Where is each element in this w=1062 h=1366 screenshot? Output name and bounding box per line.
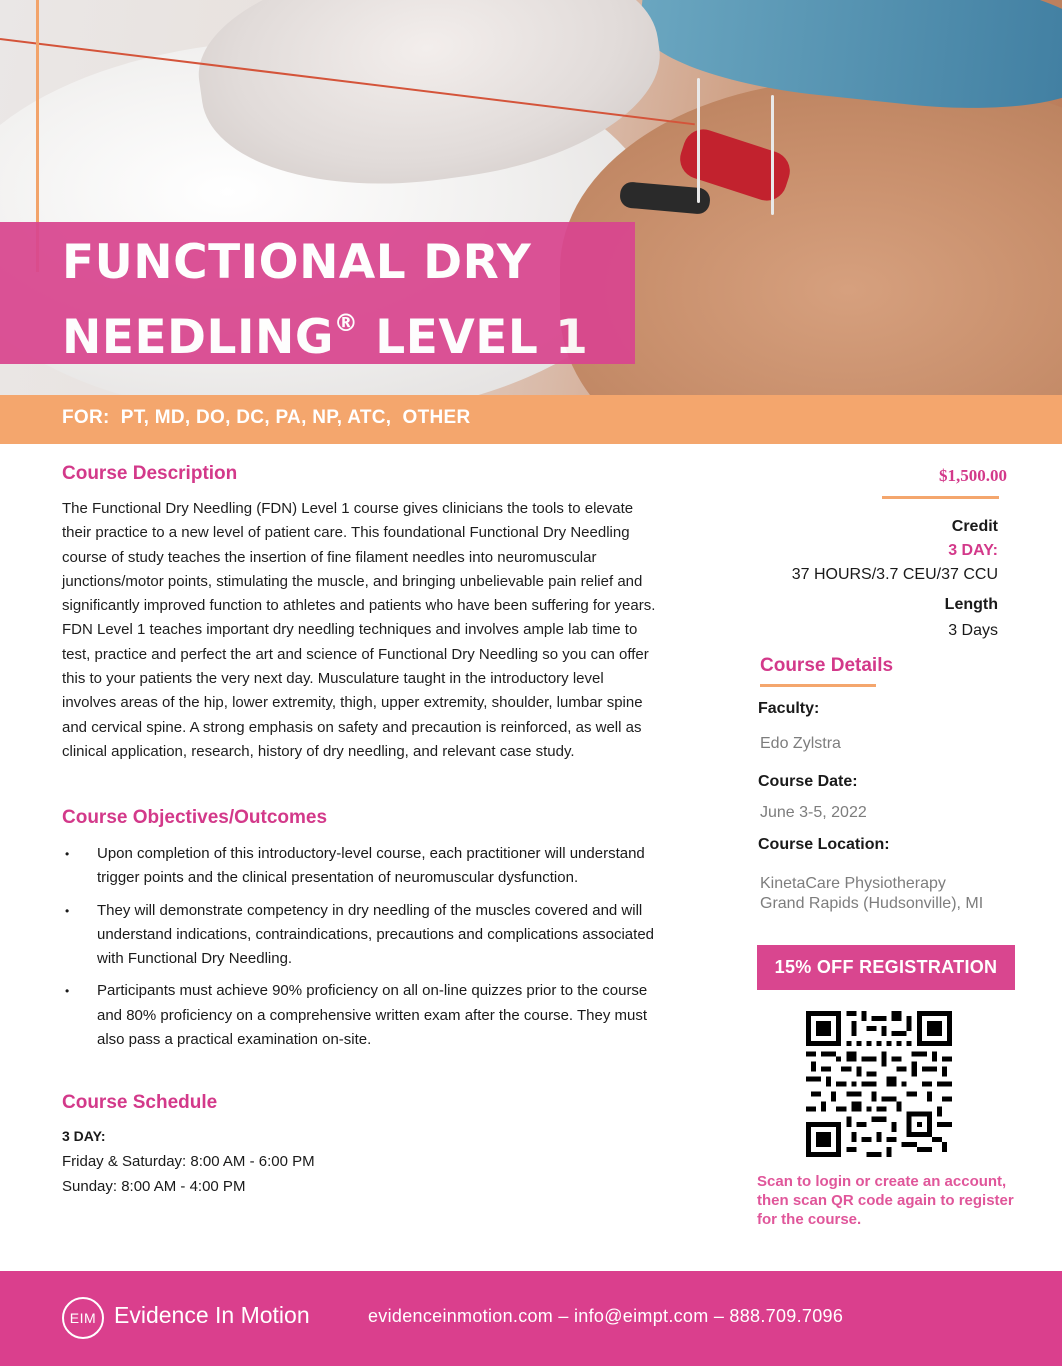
bullet-icon: •	[65, 903, 70, 918]
title-line-2: NEEDLING	[62, 310, 334, 365]
contact-info: evidenceinmotion.com – info@eimpt.com – 888.709.7096	[368, 1306, 844, 1326]
credit-value: 37 HOURS/3.7 CEU/37 CCU	[791, 566, 998, 583]
list-item: • They will demonstrate competency in dry needling of the muscles covered and will understand indications, contraindications, precautions and complications associated with Functional Dry Needling.	[62, 899, 667, 972]
course-details-heading: Course Details	[760, 655, 894, 676]
schedule-day-label: 3 DAY:	[62, 1128, 106, 1144]
length-value: 3 Days	[948, 622, 998, 639]
brand-name: Evidence In Motion	[114, 1302, 310, 1328]
course-location-line-2: Grand Rapids (Hudsonville), MI	[760, 895, 984, 912]
course-location-line-1: KinetaCare Physiotherapy	[760, 875, 946, 892]
course-schedule-heading: Course Schedule	[62, 1092, 218, 1113]
course-description-heading: Course Description	[62, 463, 238, 484]
course-date-label: Course Date:	[758, 773, 858, 790]
title-band	[0, 222, 635, 364]
bullet-icon: •	[65, 847, 70, 861]
schedule-line-2: Sunday: 8:00 AM - 4:00 PM	[62, 1178, 246, 1195]
faculty-label: Faculty:	[758, 700, 820, 717]
audience-text: FOR: PT, MD, DO, DC, PA, NP, ATC, OTHER	[62, 407, 471, 428]
course-objectives-heading: Course Objectives/Outcomes	[62, 807, 328, 828]
list-item: • Upon completion of this introductory-level course, each practitioner will understand trigger points and the clinical presentation of neuromuscular dysfunction.	[62, 842, 667, 891]
course-price: $1,500.00	[939, 466, 1007, 485]
faculty-value: Edo Zylstra	[760, 735, 841, 752]
course-description-body: The Functional Dry Needling (FDN) Level 1 course gives clinicians the tools to elevate their practice to a new level of patient care. This foundational Functional Dry Needling course of study teaches the insertion of fine filament needles into neuromuscular junctions/motor points, stimulating the muscle, and bringing unbelievable pain relief and significantly improved function to athletes and patients who have been suffering for years. FDN Level 1 teaches important dry needling techniques and involves ample lab time to test, practice and perfect the art and science of Functional Dry Needling so you can offer this to your patients the very next day. Musculature taught in the introductory level involves areas of the hip, lower extremity, thigh, upper extremity, shoulder, lumbar spine and cervical spine. A strong emphasis on safety and precaution is reinforced, as well as clinical application, research, history of dry needling, and relevant case study.	[62, 500, 656, 760]
course-date-value: June 3-5, 2022	[760, 804, 867, 821]
title-line-2-suffix: LEVEL 1	[358, 310, 589, 365]
length-label: Length	[944, 596, 998, 613]
list-item: • Participants must achieve 90% proficiency on all on-line quizzes prior to the course and 80% proficiency on a comprehensive written exam after the course. They must also pass a practical examination on-site.	[62, 979, 667, 1052]
audience-bar	[0, 395, 1062, 444]
eim-logo-icon: EIM	[62, 1297, 104, 1339]
registration-discount-button[interactable]: 15% OFF REGISTRATION	[757, 945, 1015, 990]
price-divider	[882, 496, 999, 499]
needle	[771, 95, 774, 215]
patient-skin	[560, 80, 1062, 395]
registration-qr-code[interactable]	[806, 1011, 952, 1157]
objectives-list	[62, 842, 667, 1060]
details-divider	[760, 684, 876, 687]
credit-day: 3 DAY:	[948, 542, 998, 559]
needle	[697, 78, 700, 203]
schedule-line-1: Friday & Saturday: 8:00 AM - 6:00 PM	[62, 1153, 315, 1170]
title-line-1: FUNCTIONAL DRY	[62, 235, 532, 290]
page-title	[62, 232, 588, 368]
bullet-icon: •	[65, 984, 70, 999]
credit-label: Credit	[951, 518, 998, 535]
course-location-label: Course Location:	[758, 836, 890, 853]
registered-mark: ®	[333, 309, 359, 337]
scan-instructions: Scan to login or create an account, then scan QR code again to register for the course.	[757, 1173, 1014, 1228]
